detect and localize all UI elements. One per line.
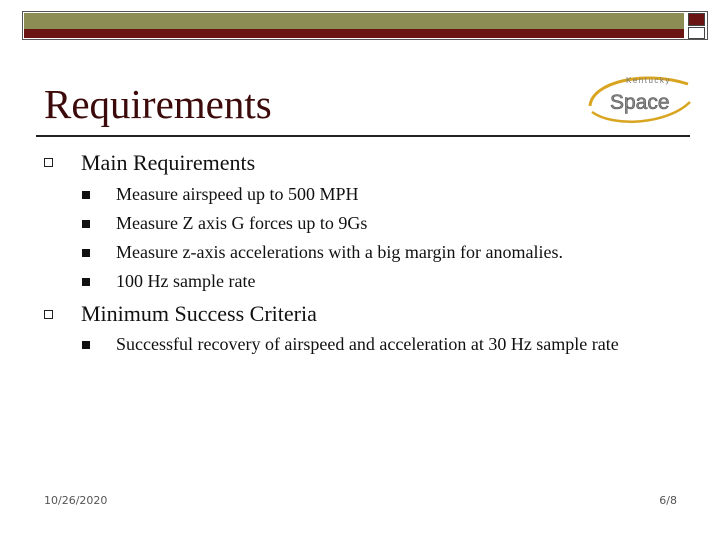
title-underline: [36, 135, 690, 137]
logo-upper-text: Kentucky: [626, 76, 671, 85]
item-bullet-icon: [82, 341, 90, 349]
item-bullet-icon: [82, 278, 90, 286]
footer-date: 10/26/2020: [44, 494, 108, 507]
requirement-item: Measure z-axis accelerations with a big margin for anomalies.: [116, 242, 564, 262]
section-bullet-icon: [44, 310, 53, 319]
requirement-item: Measure Z axis G forces up to 9Gs: [116, 213, 368, 233]
requirement-item: Measure airspeed up to 500 MPH: [116, 184, 359, 204]
band-corner-maroon-box: [688, 13, 705, 26]
section-heading-minimum-success-criteria: Minimum Success Criteria: [81, 301, 317, 326]
band-maroon-stripe: [24, 29, 684, 38]
item-bullet-icon: [82, 191, 90, 199]
section-bullet-icon: [44, 158, 53, 167]
footer-page-number: 6/8: [659, 494, 677, 507]
logo-main-text: Space: [610, 91, 670, 114]
slide-title: Requirements: [44, 81, 272, 127]
requirement-item: 100 Hz sample rate: [116, 271, 256, 291]
kentucky-space-logo: [584, 68, 696, 128]
success-criteria-item: Successful recovery of airspeed and acceleration at 30 Hz sample rate: [116, 334, 619, 354]
band-corner-white-box: [688, 27, 705, 39]
section-heading-main-requirements: Main Requirements: [81, 150, 256, 175]
item-bullet-icon: [82, 220, 90, 228]
item-bullet-icon: [82, 249, 90, 257]
band-olive-stripe: [24, 13, 684, 29]
